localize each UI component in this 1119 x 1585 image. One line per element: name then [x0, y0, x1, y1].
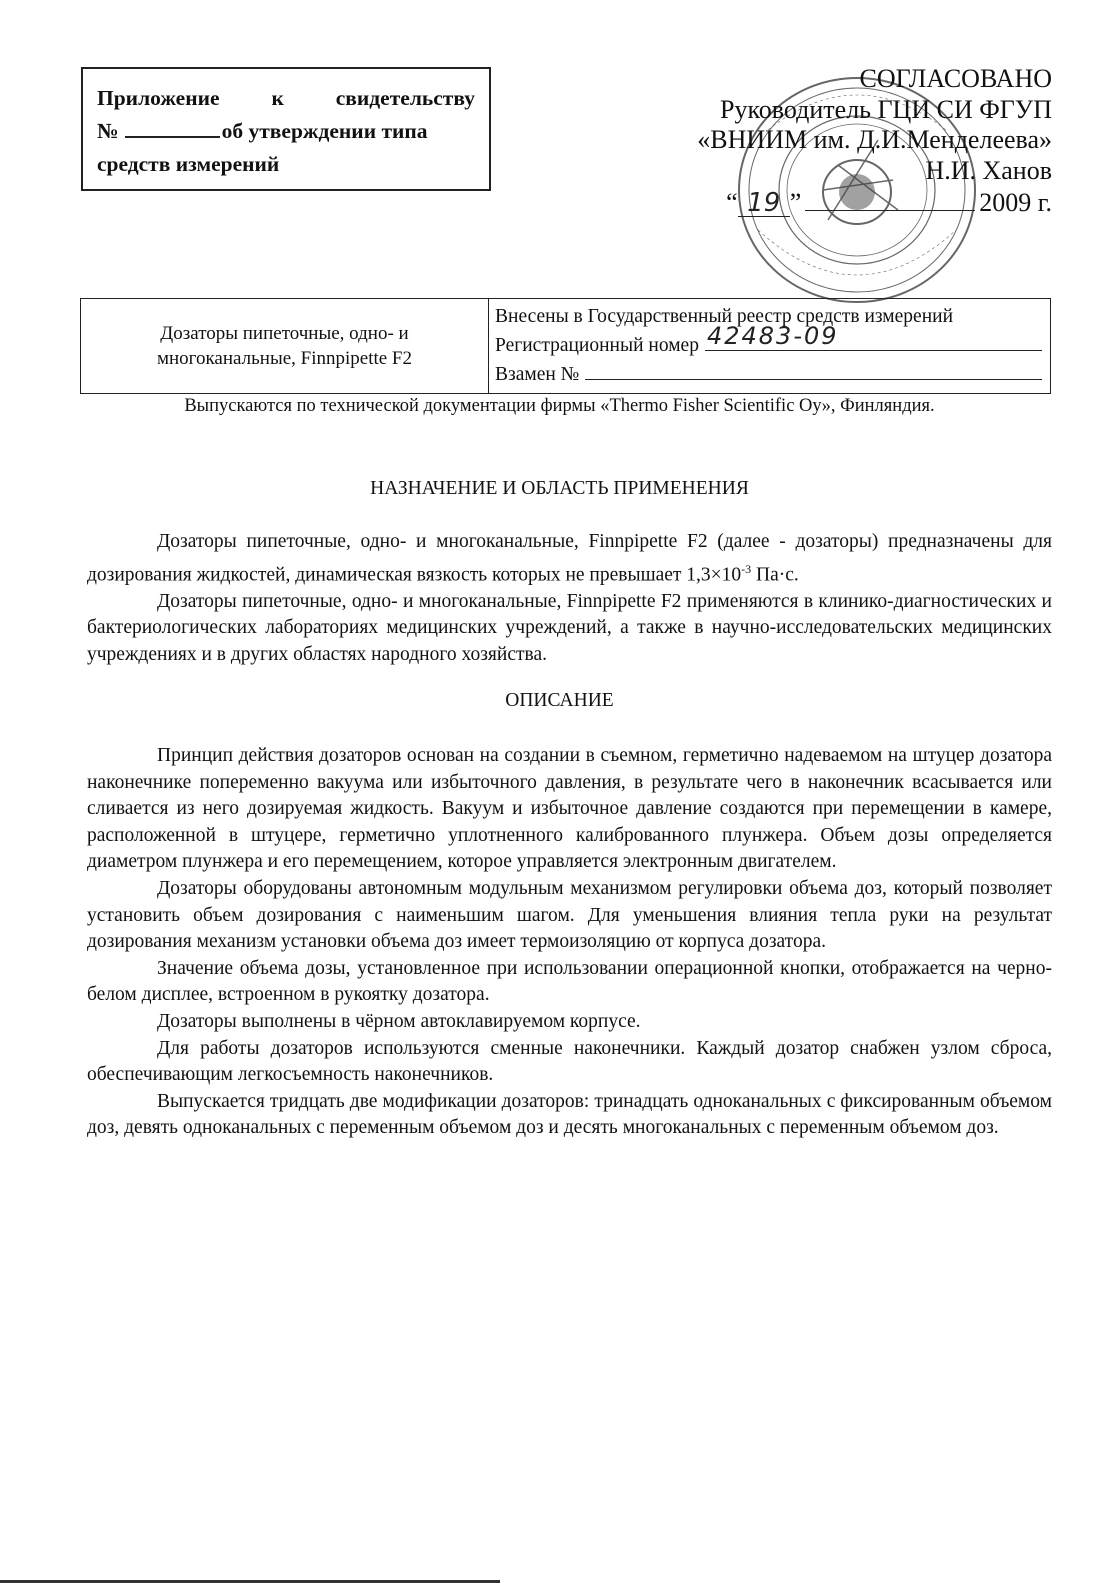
exponent: -3 [741, 561, 752, 576]
section-body-description [87, 743, 1052, 1142]
replaces-field-blank [585, 359, 1042, 380]
reg-number-handwritten: 42483-09 [706, 322, 839, 350]
replaces-label: Взамен № [495, 364, 580, 385]
annex-line-1 [97, 82, 475, 115]
paragraph: Для работы дозаторов используются сменные наконечники. Каждый дозатор снабжен узлом сброса, обеспечивающим легкосъемность наконечников. [87, 1037, 1052, 1086]
reg-number-label: Регистрационный номер [495, 335, 699, 356]
annex-line-3: средств измерений [97, 152, 280, 176]
approval-position: Руководитель ГЦИ СИ ФГУП [720, 94, 1052, 124]
registry-cell [489, 299, 1050, 393]
annex-word: Приложение [97, 86, 220, 110]
annex-word: к [271, 86, 284, 110]
paragraph [87, 529, 1052, 589]
annex-word: свидетельству [335, 86, 475, 110]
paragraph: Принцип действия дозаторов основан на создании в съемном, герметично надеваемом на штуцер дозатора наконечнике попеременно вакуума или избыточного давления, в результате чего в наконечник всасывается или сливается из него дозируемая жидкость. Вакуум и избыточное давление создаются при перемещении в камере, расположенной в штуцере, герметично уплотненного калиброванного плунжера. Объем дозы определяется диаметром плунжера и его перемещением, которое управляется электронным двигателем. [87, 745, 1052, 873]
paragraph: Выпускается тридцать две модификации дозаторов: тринадцать одноканальных с фиксированным объемом доз, девять одноканальных с переменным объемом доз и десять многоканальных с переменным объемом доз. [87, 1090, 1052, 1139]
approval-organization: «ВНИИМ им. Д.И.Менделеева» [697, 125, 1052, 154]
approval-date [640, 186, 1052, 219]
date-year: 2009 г. [979, 188, 1052, 217]
reg-number-field [705, 322, 1042, 351]
paragraph: Дозаторы пипеточные, одно- и многоканальные, Finnpipette F2 применяются в клинико-диагностических и бактериологических лабораториях медицинских учреждений, а также в научно-исследовательских медицинских учреждениях и в других областях народного хозяйства. [87, 590, 1052, 665]
paragraph: Дозаторы выполнены в чёрном автоклавируемом корпусе. [157, 1010, 641, 1032]
paragraph: Дозаторы оборудованы автономным модульным механизмом регулировки объема доз, который позволяет установить объем дозирования с наименьшим шагом. Для уменьшения влияния тепла руки на результат дозирования механизм установки объема доз имеет термоизоляцию от корпуса дозатора. [87, 877, 1052, 953]
approval-title: СОГЛАСОВАНО [859, 64, 1052, 93]
registration-table [80, 298, 1051, 394]
approval-signatory: Н.И. Ханов [925, 155, 1052, 185]
section-heading-purpose: НАЗНАЧЕНИЕ И ОБЛАСТЬ ПРИМЕНЕНИЯ [370, 478, 749, 499]
paragraph: Значение объема дозы, установленное при использовании операционной кнопки, отображается на черно-белом дисплее, встроенном в рукоятку дозатора. [87, 957, 1052, 1006]
certificate-number-blank [125, 116, 220, 138]
quote-close: ” [789, 188, 802, 217]
section-body-purpose [87, 529, 1052, 668]
device-name: Дозаторы пипеточные, одно- и многоканальные, Finnpipette F2 [156, 323, 413, 369]
number-sign: № [97, 119, 119, 143]
annex-text: об утверждении типа [221, 119, 428, 143]
paragraph-text: Дозаторы пипеточные, одно- и многоканальные, Finnpipette F2 (далее - дозаторы) предназначены для дозирования жидкостей, динамическая вязкость которых не превышает 1,3×10 [87, 531, 1052, 586]
manufacturer-note: Выпускаются по технической документации фирмы «Thermo Fisher Scientific Oy», Финляндия. [184, 396, 935, 416]
section-heading-description: ОПИСАНИЕ [505, 690, 614, 711]
unit: Па·с. [751, 564, 799, 586]
quote-open: “ [726, 188, 738, 217]
scan-edge-artifact [0, 1580, 500, 1583]
device-name-cell [81, 299, 489, 393]
reg-number-row [495, 322, 1042, 359]
date-day-handwritten: 19 [738, 190, 790, 217]
annex-header-box [81, 67, 491, 191]
date-month-blank [805, 186, 975, 211]
annex-line-2 [97, 115, 475, 148]
registry-statement: Внесены в Государственный реестр средств измерений [495, 306, 954, 327]
approval-block [640, 64, 1052, 219]
replaces-row [495, 359, 1042, 388]
